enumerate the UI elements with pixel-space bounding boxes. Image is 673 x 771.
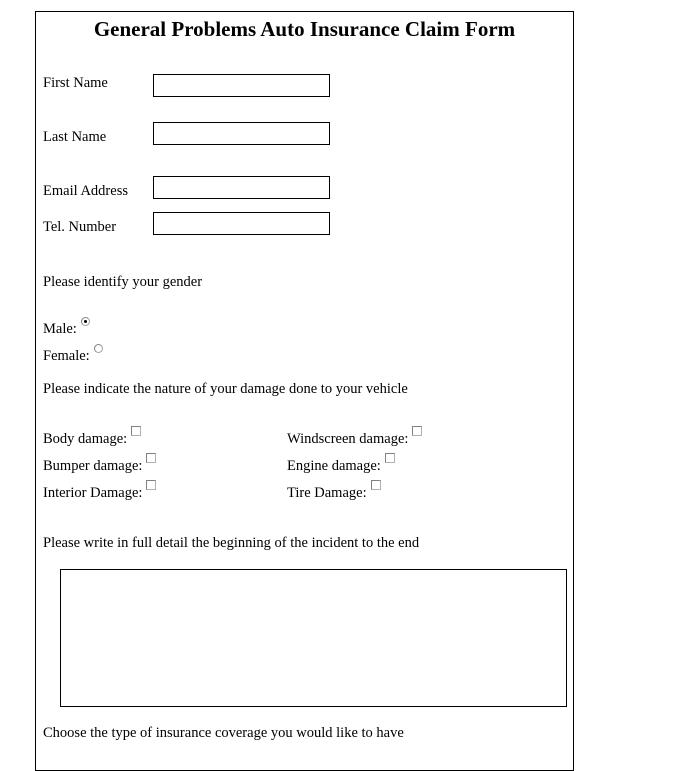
last-name-input[interactable] bbox=[153, 122, 330, 145]
coverage-prompt: Choose the type of insurance coverage you would like to have bbox=[43, 725, 404, 741]
female-label: Female: bbox=[43, 348, 90, 364]
body-damage-checkbox[interactable] bbox=[131, 426, 141, 436]
incident-textarea[interactable] bbox=[60, 569, 567, 707]
bumper-damage-option bbox=[43, 453, 156, 475]
bumper-damage-checkbox[interactable] bbox=[146, 453, 156, 463]
claim-form bbox=[35, 11, 574, 771]
engine-damage-checkbox[interactable] bbox=[385, 453, 395, 463]
bumper-damage-label: Bumper damage: bbox=[43, 458, 143, 474]
interior-damage-option bbox=[43, 480, 156, 502]
interior-damage-label: Interior Damage: bbox=[43, 485, 143, 501]
windscreen-damage-option bbox=[287, 426, 422, 448]
windscreen-damage-label: Windscreen damage: bbox=[287, 431, 409, 447]
engine-damage-label: Engine damage: bbox=[287, 458, 381, 474]
male-label: Male: bbox=[43, 321, 77, 337]
female-option bbox=[43, 344, 103, 365]
email-input[interactable] bbox=[153, 176, 330, 199]
email-label: Email Address bbox=[43, 183, 128, 199]
interior-damage-checkbox[interactable] bbox=[146, 480, 156, 490]
engine-damage-option bbox=[287, 453, 395, 475]
tire-damage-label: Tire Damage: bbox=[287, 485, 367, 501]
male-radio[interactable] bbox=[81, 317, 90, 326]
body-damage-option bbox=[43, 426, 141, 448]
tire-damage-option bbox=[287, 480, 381, 502]
male-option bbox=[43, 317, 90, 338]
tel-number-input[interactable] bbox=[153, 212, 330, 235]
form-title: General Problems Auto Insurance Claim Form bbox=[93, 17, 516, 41]
incident-prompt: Please write in full detail the beginning of the incident to the end bbox=[43, 535, 420, 551]
last-name-label: Last Name bbox=[43, 129, 107, 145]
female-radio[interactable] bbox=[94, 344, 103, 353]
windscreen-damage-checkbox[interactable] bbox=[412, 426, 422, 436]
body-damage-label: Body damage: bbox=[43, 431, 128, 447]
damage-prompt: Please indicate the nature of your damage done to your vehicle bbox=[43, 381, 408, 397]
first-name-label: First Name bbox=[43, 75, 108, 91]
tire-damage-checkbox[interactable] bbox=[371, 480, 381, 490]
gender-prompt: Please identify your gender bbox=[43, 274, 203, 290]
tel-number-label: Tel. Number bbox=[43, 219, 117, 235]
first-name-input[interactable] bbox=[153, 74, 330, 97]
